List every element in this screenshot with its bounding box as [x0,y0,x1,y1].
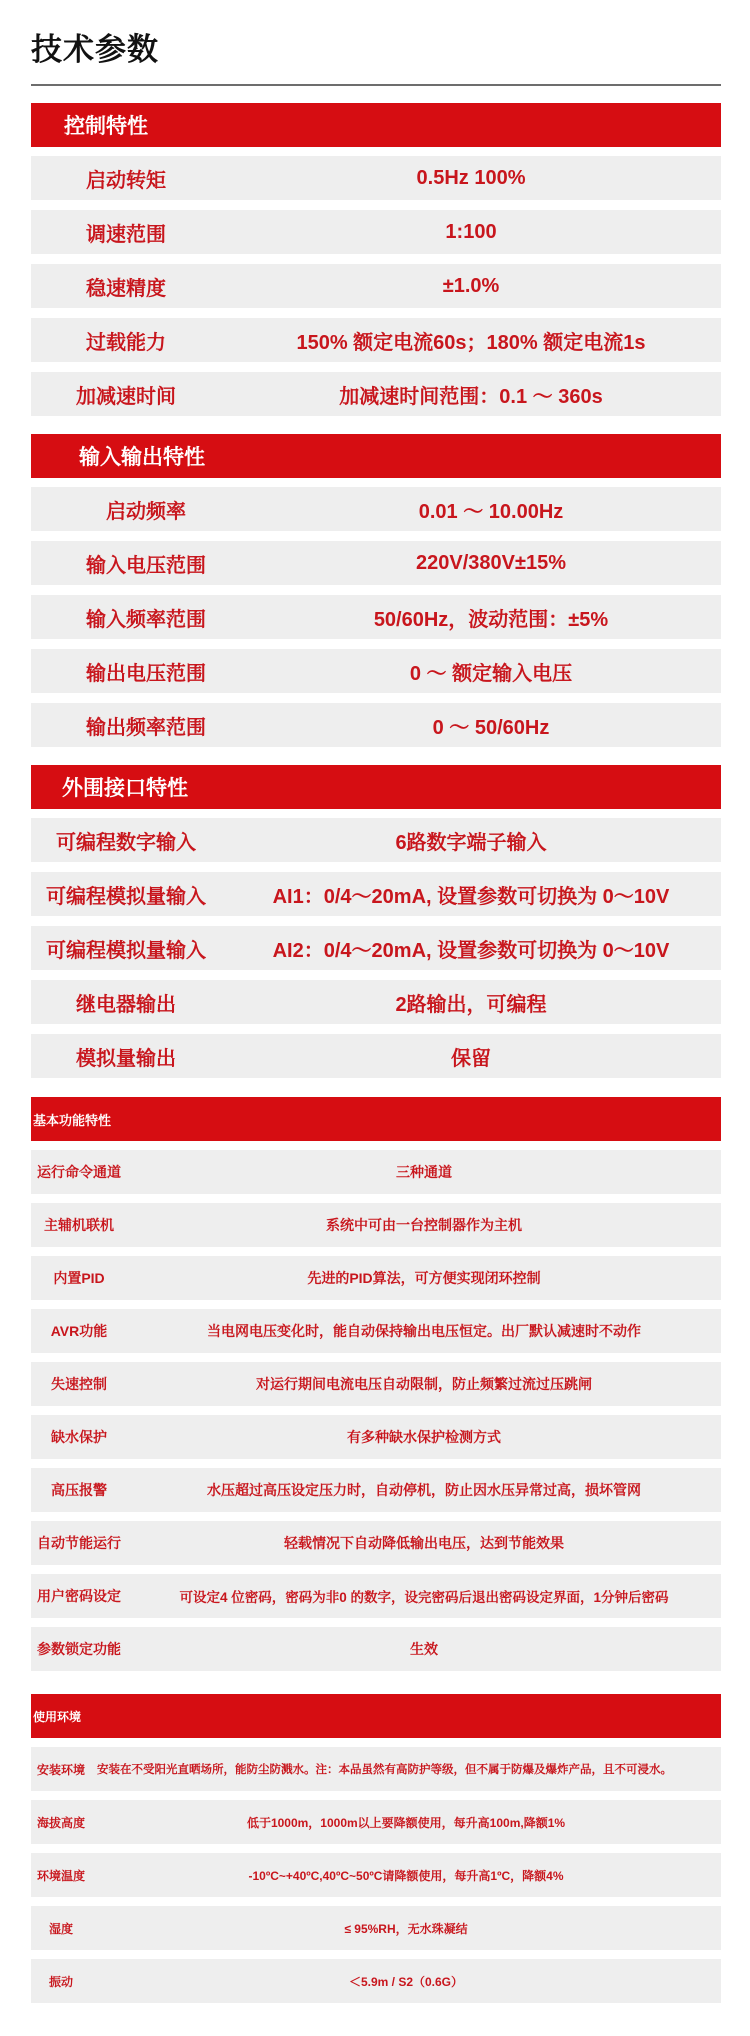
row-label: 稳速精度 [86,277,166,300]
row-value: AI1：0/4～20mA, 设置参数可切换为 0～10V [272,885,670,908]
table-row [31,980,721,1024]
table-row [31,156,721,200]
row-value: 保留 [451,1047,491,1070]
row-value: 2路输出，可编程 [395,993,547,1016]
row-label: 过载能力 [86,331,166,354]
section-header: 使用环境 [31,1694,721,1738]
table-row [31,703,721,747]
table-row [31,210,721,254]
table-row [31,1853,721,1897]
table-row [31,595,721,639]
section-header: 基本功能特性 [31,1097,721,1141]
row-value: 先进的PID算法，可方便实现闭环控制 [307,1270,541,1286]
row-value: 可设定4 位密码，密码为非0 的数字，设完密码后退出密码设定界面，1分钟后密码 [179,1590,669,1605]
table-row [31,1521,721,1565]
table-row [31,1959,721,2003]
row-label: 启动转矩 [86,169,166,192]
row-label: 环境温度 [36,1868,85,1883]
row-label: 输出电压范围 [86,662,206,685]
row-label: 输出频率范围 [86,716,206,739]
table-row [31,1256,721,1300]
row-label: 模拟量输出 [76,1047,176,1070]
table-row [31,264,721,308]
row-value: 当电网电压变化时，能自动保持输出电压恒定。出厂默认减速时不动作 [207,1323,641,1339]
row-label: 参数锁定功能 [37,1641,121,1657]
row-value: 生效 [410,1641,438,1657]
section-basic-functions [31,1097,721,1680]
row-label: 可编程数字输入 [56,831,196,854]
row-value: 三种通道 [396,1164,452,1180]
table-row [31,926,721,970]
table-row [31,1309,721,1353]
section-control [31,103,721,426]
row-value: 有多种缺水保护检测方式 [347,1429,501,1445]
section-header: 输入输出特性 [31,434,721,478]
row-label: 安装环境 [36,1762,85,1777]
row-value: ±1.0% [442,274,500,297]
row-label: 湿度 [48,1921,73,1936]
row-value: 6路数字端子输入 [395,831,547,854]
row-value: ≤ 95%RH，无水珠凝结 [344,1921,468,1936]
row-label: 缺水保护 [51,1429,107,1445]
row-value: 加减速时间范围：0.1 ～ 360s [339,385,603,408]
row-value: 1:100 [445,220,497,243]
table-row [31,1574,721,1618]
row-label: 主辅机联机 [44,1217,114,1233]
title-divider [31,84,721,86]
row-label: 振动 [48,1974,73,1989]
row-label: 用户密码设定 [37,1588,121,1604]
table-row [31,818,721,862]
table-row [31,487,721,531]
page-title: 技术参数 [31,32,159,67]
row-label: AVR功能 [50,1323,108,1339]
row-label: 可编程模拟量输入 [46,885,206,908]
row-label: 输入频率范围 [86,608,206,631]
row-value: AI2：0/4～20mA, 设置参数可切换为 0～10V [272,939,670,962]
section-interface [31,765,721,1088]
section-environment [31,1694,721,2012]
table-row [31,1906,721,1950]
row-label: 内置PID [53,1270,105,1286]
row-value: 系统中可由一台控制器作为主机 [326,1217,522,1233]
table-row [31,1800,721,1844]
table-row [31,1627,721,1671]
row-value: -10ºC~+40ºC,40ºC~50ºC请降额使用，每升高1ºC，降额4% [248,1868,564,1883]
row-label: 可编程模拟量输入 [46,939,206,962]
row-label: 启动频率 [106,500,186,523]
row-value: 0 ～ 50/60Hz [432,716,550,739]
row-value: 220V/380V±15% [416,551,566,574]
table-row [31,1203,721,1247]
row-value: 轻载情况下自动降低输出电压，达到节能效果 [284,1535,564,1551]
table-row [31,318,721,362]
table-row [31,541,721,585]
row-label: 继电器输出 [76,993,176,1016]
row-value: 低于1000m，1000m以上要降额使用，每升高100m,降额1% [246,1815,566,1830]
section-io [31,434,721,757]
row-value: 0 ～ 额定输入电压 [409,662,573,685]
row-label: 运行命令通道 [37,1164,121,1180]
table-row [31,1415,721,1459]
row-label: 海拔高度 [36,1815,85,1830]
row-label: 输入电压范围 [86,554,206,577]
row-value: 安装在不受阳光直晒场所，能防尘防溅水。注：本品虽然有高防护等级，但不属于防爆及爆炸产品，且不可浸水。 [97,1764,672,1776]
table-row [31,1747,721,1791]
row-value: 0.5Hz 100% [416,166,526,189]
table-row [31,1362,721,1406]
row-label: 高压报警 [51,1482,107,1498]
section-header: 外围接口特性 [31,765,721,809]
table-row [31,1034,721,1078]
row-label: 失速控制 [51,1376,107,1392]
table-row [31,649,721,693]
row-value: 50/60Hz，波动范围：±5% [373,608,609,631]
row-label: 调速范围 [86,223,166,246]
row-value: 水压超过高压设定压力时，自动停机，防止因水压异常过高，损坏管网 [207,1482,641,1498]
table-row [31,1150,721,1194]
table-row [31,1468,721,1512]
row-value: ＜5.9m / S2（0.6G） [348,1974,464,1989]
row-value: 150% 额定电流60s；180% 额定电流1s [296,331,646,354]
row-value: 0.01 ～ 10.00Hz [418,500,564,523]
row-value: 对运行期间电流电压自动限制，防止频繁过流过压跳闸 [256,1376,592,1392]
row-label: 加减速时间 [76,385,176,408]
section-header: 控制特性 [31,103,721,147]
table-row [31,372,721,416]
table-row [31,872,721,916]
row-label: 自动节能运行 [37,1535,121,1551]
